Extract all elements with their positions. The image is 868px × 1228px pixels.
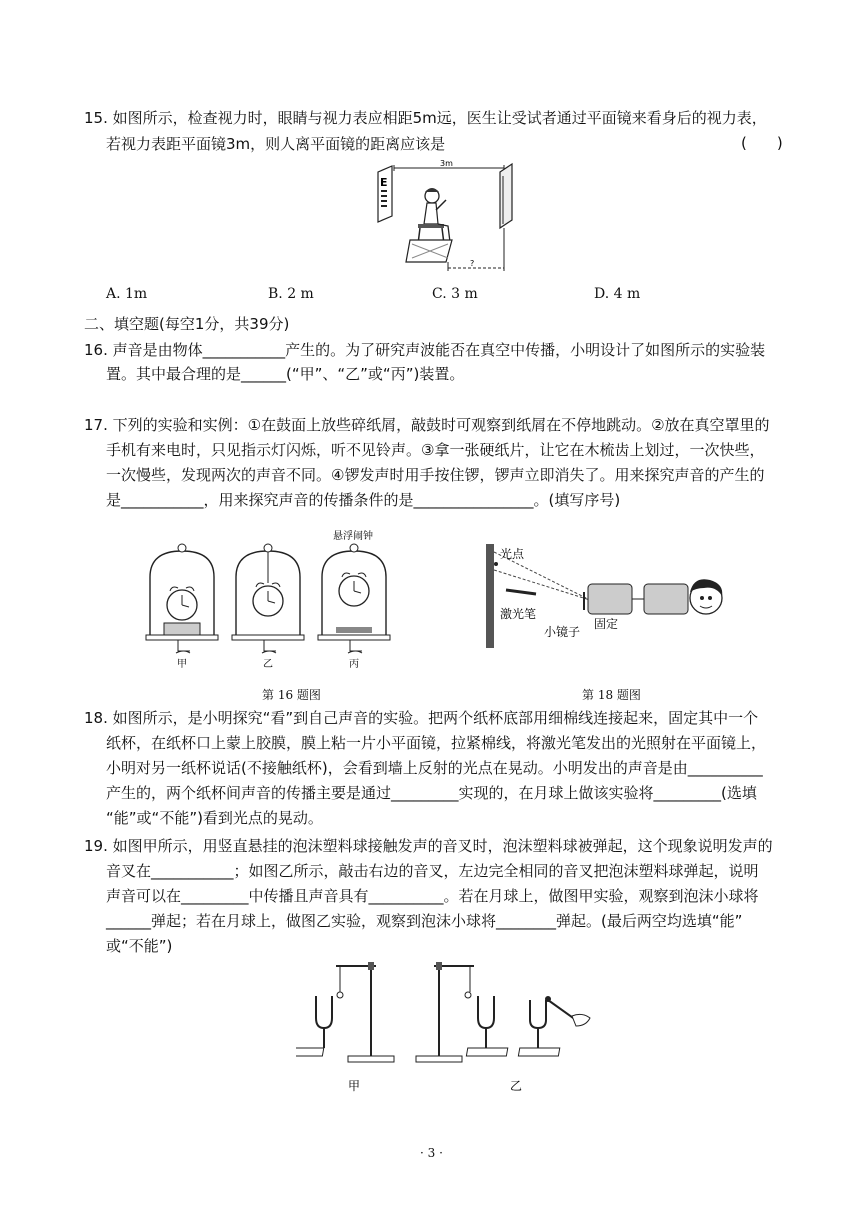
q17-line1: 17. 下列的实验和实例：①在鼓面上放些碎纸屑，敲鼓时可观察到纸屑在不停地跳动。②放在真空罩里的 — [84, 416, 770, 434]
q18-line1: 18. 如图所示，是小明探究“看”到自己声音的实验。把两个纸杯底部用细棉线连接起来，固定其中一个 — [84, 709, 759, 727]
q18-line4: 产生的，两个纸杯间声音的传播主要是通过_________实现的，在月球上做该实验将_________(选填 — [106, 784, 757, 802]
q15-figure — [372, 158, 522, 276]
section2-title: 二、填空题(每空1分，共39分) — [84, 315, 290, 333]
fig19-setup-jia — [296, 962, 394, 1062]
fig16-caption: 第 16 题图 — [262, 688, 321, 702]
q19-line5: 或“不能”) — [106, 937, 173, 955]
fig18-label-laser: 激光笔 — [500, 607, 537, 621]
fig19-setup-yi — [416, 962, 590, 1062]
q15-top-label: 3m — [440, 159, 453, 168]
fig16-label-yi: 乙 — [263, 659, 273, 670]
q17-line4: 是___________，用来探究声音的传播条件的是________________。(填写序号) — [106, 491, 621, 509]
fig18-label-fixed: 固定 — [594, 617, 619, 631]
q18-line2: 纸杯，在纸杯口上蒙上胶膜，膜上粘一片小平面镜，拉紧棉线，将激光笔发出的光照射在平面镜上， — [106, 734, 767, 752]
fig16-label-bing: 丙 — [349, 659, 359, 670]
fig18-label-mirror: 小镜子 — [544, 625, 581, 639]
fig16-label-jia: 甲 — [177, 659, 187, 670]
fig16-jar-bing — [318, 544, 390, 653]
q15-option-b: B. 2 m — [268, 286, 314, 302]
q16-line1: 16. 声音是由物体___________产生的。为了研究声波能否在真空中传播，小明设计了如图所示的实验装 — [84, 341, 766, 359]
q17-line2: 手机有来电时，只见指示灯闪烁，听不见铃声。③拿一张硬纸片，让它在木梳齿上划过，一次快些， — [106, 441, 765, 459]
fig16-jar-yi — [232, 544, 304, 653]
q15-line2: 若视力表距平面镜3m，则人离平面镜的距离应该是 — [106, 135, 446, 153]
q15-option-d: D. 4 m — [594, 286, 641, 302]
fig19-label-jia: 甲 — [348, 1079, 361, 1093]
q19-line3: 声音可以在_________中传播且声音具有__________。若在月球上，做图甲实验，观察到泡沫小球将 — [106, 887, 759, 905]
fig18-caption: 第 18 题图 — [582, 688, 641, 702]
fig16-top-label: 悬浮闹钟 — [333, 531, 373, 542]
q19-line2: 音叉在___________；如图乙所示，敲击右边的音叉，左边完全相同的音叉把泡沫塑料球弹起，说明 — [106, 862, 759, 880]
page-number: · 3 · — [420, 1146, 443, 1160]
fig16-jar-jia — [146, 544, 218, 653]
fig19-tuning-forks — [296, 956, 596, 1096]
q15-answer-paren: ( ) — [741, 134, 783, 152]
q16-line2: 置。其中最合理的是______(“甲”、“乙”或“丙”)装置。 — [106, 365, 465, 383]
fig19-label-yi: 乙 — [510, 1079, 523, 1093]
q19-line4: ______弹起；若在月球上，做图乙实验，观察到泡沫小球将________弹起。(最后两空均选填“能” — [106, 912, 743, 930]
fig16-bell-jars — [140, 527, 400, 672]
q15-line1: 15. 如图所示，检查视力时，眼睛与视力表应相距5m远，医生让受试者通过平面镜来看身后的视力表， — [84, 109, 767, 127]
q18-line5: “能”或“不能”)看到光点的晃动。 — [106, 809, 323, 827]
q15-option-c: C. 3 m — [432, 286, 478, 302]
fig18-label-spot: 光点 — [500, 547, 525, 561]
q17-line3: 一次慢些，发现两次的声音不同。④锣发声时用手按住锣，锣声立即消失了。用来探究声音的产生的 — [106, 466, 765, 484]
q18-line3: 小明对另一纸杯说话(不接触纸杯)，会看到墙上反射的光点在晃动。小明发出的声音是由__________ — [106, 759, 763, 777]
q15-bottom-label: ? — [470, 259, 475, 268]
fig18-cups-laser — [480, 540, 740, 650]
q15-chart-letter: E — [380, 176, 388, 189]
q15-option-a: A. 1m — [106, 286, 148, 302]
q19-line1: 19. 如图甲所示，用竖直悬挂的泡沫塑料球接触发声的音叉时，泡沫塑料球被弹起，这个现象说明发声的 — [84, 837, 773, 855]
